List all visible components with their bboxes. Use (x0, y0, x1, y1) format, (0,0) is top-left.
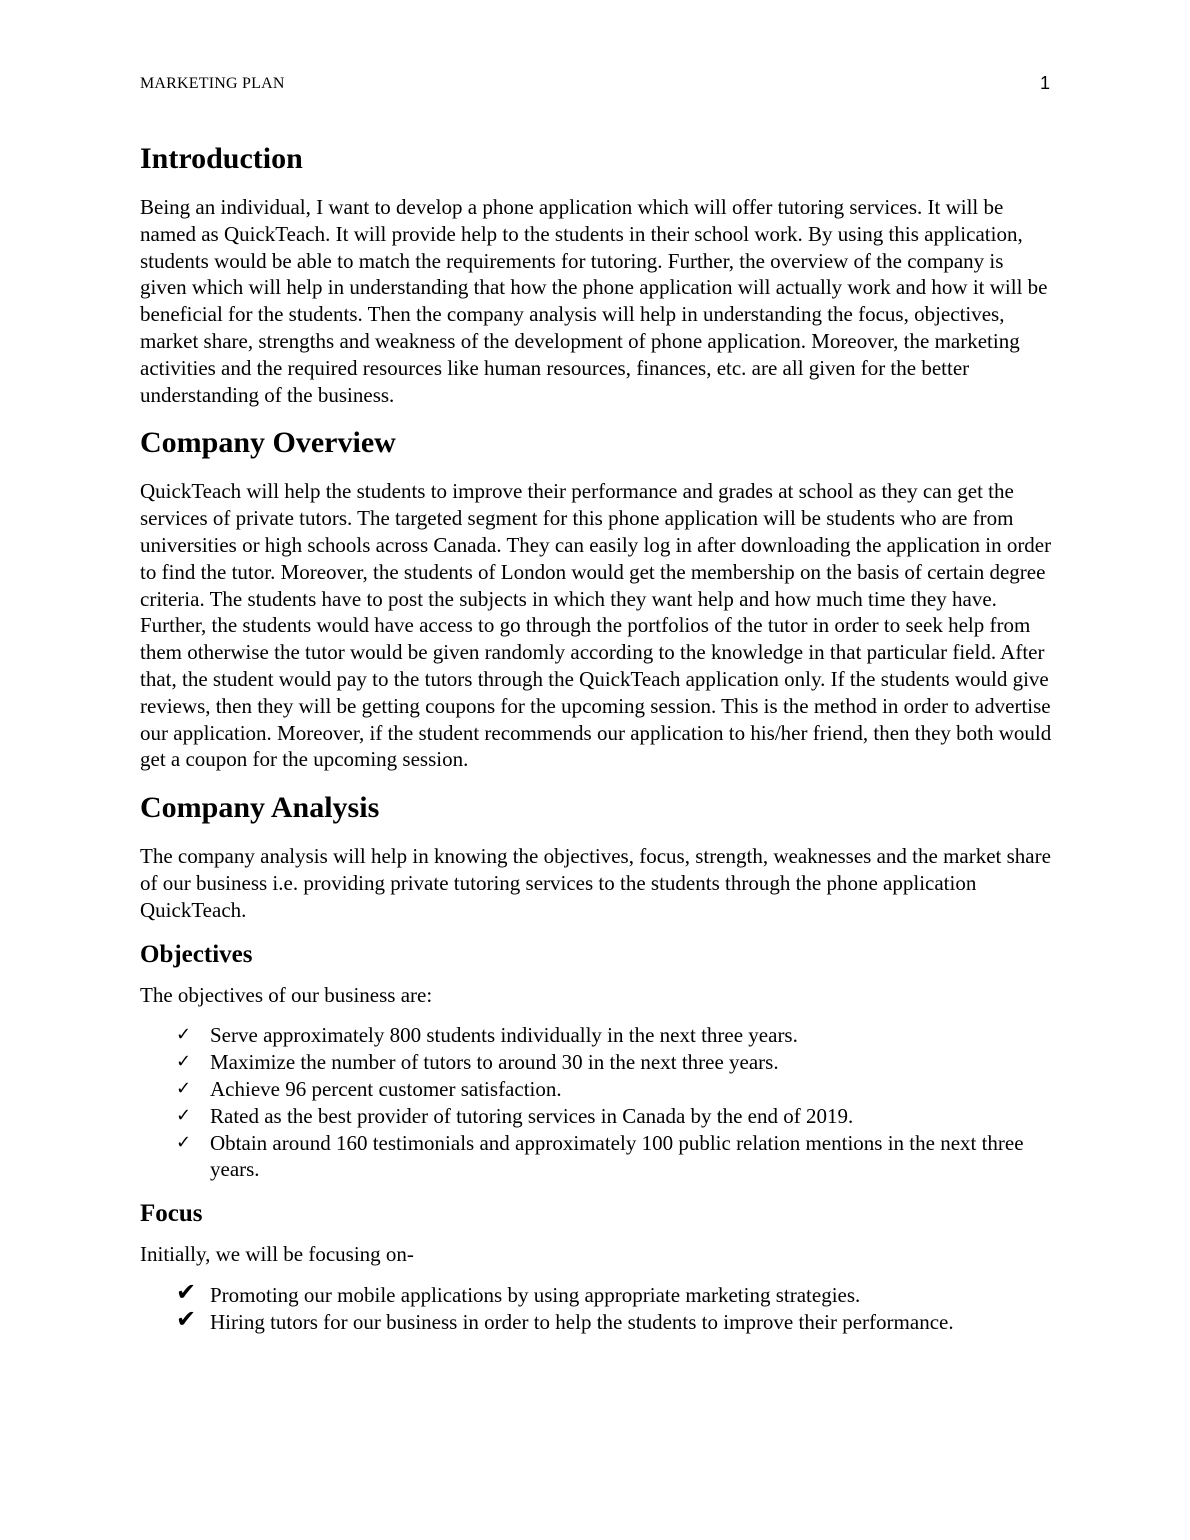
objectives-intro: The objectives of our business are: (140, 982, 433, 1007)
company-analysis-heading: Company Analysis (140, 791, 380, 825)
company-analysis-paragraph: The company analysis will help in knowing the objectives, focus, strength, weaknesses and the market share of our business i.e. providing private tutoring services to the students through the phone application QuickTeach. (140, 844, 1051, 922)
list-item-text: Rated as the best provider of tutoring services in Canada by the end of 2019. (210, 1103, 854, 1128)
list-item (176, 1277, 1052, 1309)
list-item-text: Maximize the number of tutors to around 30 in the next three years. (210, 1050, 779, 1075)
list-item (176, 1076, 1052, 1103)
running-head: MARKETING PLAN (140, 75, 285, 92)
list-item-text: Achieve 96 percent customer satisfaction. (210, 1076, 562, 1101)
focus-intro: Initially, we will be focusing on- (140, 1242, 414, 1267)
list-item-text: Hiring tutors for our business in order to help the students to improve their performance. (210, 1309, 954, 1334)
list-item-text: Obtain around 160 testimonials and approximately 100 public relation mentions in the next three years. (210, 1130, 1024, 1182)
focus-heading: Focus (140, 1200, 203, 1228)
introduction-paragraph: Being an individual, I want to develop a phone application which will offer tutoring services. It will be named as QuickTeach. It will provide help to the students in their school work. By using this application, students would be able to match the requirements for tutoring. Further, the overview of the company is given which will help in understanding that how the phone application will actually work and how it will be beneficial for the students. Then the company analysis will help in understanding the focus, objectives, market share, strengths and weakness of the development of phone application. Moreover, the marketing activities and the required resources like human resources, finances, etc. are all given for the better understanding of the business. (140, 195, 1048, 407)
list-item-text: Serve approximately 800 students individually in the next three years. (210, 1023, 798, 1048)
introduction-heading: Introduction (140, 142, 303, 175)
checkmark-icon: ✓ (176, 1051, 192, 1073)
checkmark-icon: ✓ (176, 1077, 192, 1099)
list-item (176, 1304, 1052, 1336)
heavy-checkmark-icon: ✔ (176, 1304, 197, 1333)
heavy-checkmark-icon: ✔ (176, 1277, 197, 1306)
document-body (140, 138, 1052, 1350)
checkmark-icon: ✓ (176, 1024, 192, 1046)
page-number: 1 (1039, 73, 1050, 93)
company-overview-heading: Company Overview (140, 426, 396, 460)
checkmark-icon: ✓ (176, 1104, 192, 1126)
list-item (176, 1130, 1052, 1184)
company-overview-paragraph: QuickTeach will help the students to improve their performance and grades at school as they can get the services of private tutors. The targeted segment for this phone application will be students who are from universities or high schools across Canada. They can easily log in after downloading the application in order to find the tutor. Moreover, the students of London would get the membership on the basis of certain degree criteria. The students have to post the subjects in which they want help and how much time they have. Further, the students would have access to go through the portfolios of the tutor in order to seek help from them otherwise the tutor would be given randomly according to the knowledge in that particular field. After that, the student would pay to the tutors through the QuickTeach application only. If the students would give reviews, then they will be getting coupons for the upcoming session. This is the method in order to advertise our application. Moreover, if the student recommends our application to his/her friend, then they both would get a coupon for the upcoming session. (140, 479, 1052, 772)
list-item (176, 1049, 1052, 1076)
list-item-text: Promoting our mobile applications by using appropriate marketing strategies. (210, 1282, 861, 1307)
list-item (176, 1022, 1052, 1049)
objectives-heading: Objectives (140, 940, 253, 968)
list-item (176, 1103, 1052, 1130)
checkmark-icon: ✓ (176, 1131, 192, 1153)
objectives-list (140, 1022, 1052, 1183)
focus-list (140, 1277, 1052, 1336)
